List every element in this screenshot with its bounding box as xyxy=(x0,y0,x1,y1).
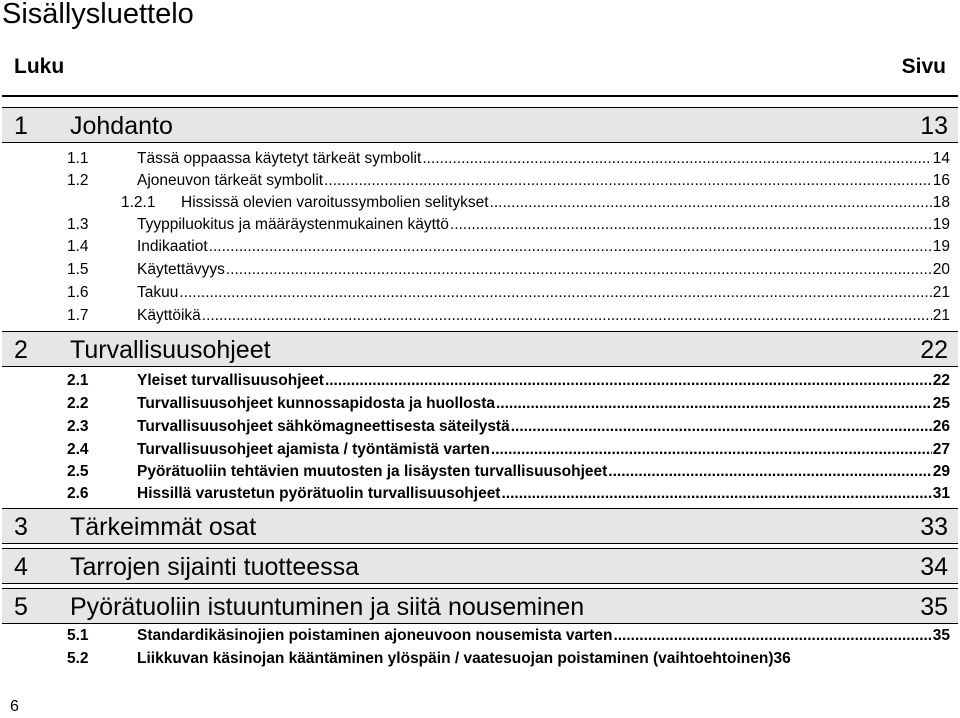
dot-leader xyxy=(501,483,931,504)
entry-page: 16 xyxy=(932,172,950,189)
entry-number: 1.7 xyxy=(67,307,89,324)
entry-title: Standardikäsinojien poistaminen ajoneuvoon nousemista varten xyxy=(137,627,613,644)
entry-number: 1.3 xyxy=(67,216,89,233)
chapter-number: 3 xyxy=(14,513,28,541)
entry-number: 1.2 xyxy=(67,172,89,189)
toc-entry-2-6[interactable] xyxy=(67,483,950,504)
entry-title: Liikkuvan käsinojan kääntäminen ylöspäin / vaatesuojan poistaminen (vaihtoehtoinen) xyxy=(137,650,774,667)
entry-page: 27 xyxy=(932,441,950,458)
entry-title: Hissillä varustetun pyörätuolin turvallisuusohjeet xyxy=(137,485,501,502)
entry-page: 21 xyxy=(932,307,950,324)
entry-number: 1.5 xyxy=(67,261,89,278)
entry-page: 22 xyxy=(932,372,950,389)
chapter-page: 22 xyxy=(920,336,948,364)
entry-title: Takuu xyxy=(137,284,179,301)
chapter-page: 33 xyxy=(920,513,948,541)
dot-leader xyxy=(202,305,932,326)
entry-number: 5.2 xyxy=(67,650,89,667)
entry-title: Hississä olevien varoitussymbolien selitykset xyxy=(181,194,489,211)
toc-entry-5-2[interactable] xyxy=(67,648,954,669)
chapter-title: Tarrojen sijainti tuotteessa xyxy=(70,553,360,581)
entry-number: 2.2 xyxy=(67,395,89,412)
chapter-title: Johdanto xyxy=(70,112,173,140)
chapter-heading-2[interactable] xyxy=(2,331,958,367)
toc-entry-1-3[interactable] xyxy=(67,214,950,235)
entry-number: 2.5 xyxy=(67,463,89,480)
dot-leader xyxy=(422,148,931,169)
toc-entry-2-2[interactable] xyxy=(67,393,950,414)
entry-title: Tässä oppaassa käytetyt tärkeät symbolit xyxy=(137,150,422,167)
toc-entry-2-4[interactable] xyxy=(67,439,950,460)
toc-entry-1-6[interactable] xyxy=(67,282,950,303)
entry-page: 26 xyxy=(932,418,950,435)
entry-title: Yleiset turvallisuusohjeet xyxy=(137,372,324,389)
toc-entry-2-3[interactable] xyxy=(67,416,950,437)
page-number: 6 xyxy=(10,698,19,715)
dot-leader xyxy=(511,416,932,437)
entry-title: Ajoneuvon tärkeät symbolit xyxy=(137,172,324,189)
column-header-chapter: Luku xyxy=(14,55,65,78)
chapter-number: 1 xyxy=(14,112,28,140)
entry-number: 2.4 xyxy=(67,441,89,458)
toc-entry-1-4[interactable] xyxy=(67,236,950,257)
toc-entry-2-1[interactable] xyxy=(67,370,950,391)
toc-entry-1-7[interactable] xyxy=(67,305,950,326)
dot-leader xyxy=(496,393,932,414)
entry-number: 1.4 xyxy=(67,238,89,255)
entry-title: Turvallisuusohjeet kunnossapidosta ja huollosta xyxy=(137,395,495,412)
chapter-page: 13 xyxy=(920,112,948,140)
dot-leader xyxy=(450,214,932,235)
chapter-number: 2 xyxy=(14,336,28,364)
toc-entry-1-2[interactable] xyxy=(67,170,950,191)
entry-number: 2.6 xyxy=(67,485,89,502)
entry-title: Tyyppiluokitus ja määräystenmukainen käyttö xyxy=(137,216,449,233)
entry-page: 20 xyxy=(932,261,950,278)
dot-leader xyxy=(608,461,931,482)
chapter-heading-1[interactable] xyxy=(2,107,958,143)
toc-entry-1-5[interactable] xyxy=(67,259,950,280)
column-header-page: Sivu xyxy=(901,55,946,78)
entry-number: 1.6 xyxy=(67,284,89,301)
toc-entry-2-5[interactable] xyxy=(67,461,950,482)
chapter-page: 35 xyxy=(920,593,948,621)
dot-leader xyxy=(491,439,932,460)
entry-number: 2.1 xyxy=(67,372,89,389)
dot-leader xyxy=(226,259,932,280)
chapter-title: Pyörätuoliin istuuntuminen ja siitä nouseminen xyxy=(70,593,585,621)
chapter-heading-5[interactable] xyxy=(2,588,958,624)
entry-title: Indikaatiot xyxy=(137,238,208,255)
entry-page: 21 xyxy=(932,284,950,301)
chapter-title: Tärkeimmät osat xyxy=(70,513,257,541)
entry-page: 14 xyxy=(932,150,950,167)
entry-title: Turvallisuusohjeet sähkömagneettisesta säteilystä xyxy=(137,418,510,435)
entry-title: Käytettävyys xyxy=(137,261,225,278)
dot-leader xyxy=(325,370,932,391)
entry-number: 1.2.1 xyxy=(121,194,156,211)
chapter-page: 34 xyxy=(920,553,948,581)
dot-leader xyxy=(209,236,932,257)
toc-entry-5-1[interactable] xyxy=(67,625,950,646)
entry-title: Käyttöikä xyxy=(137,307,201,324)
header-divider xyxy=(2,95,958,97)
entry-page: 19 xyxy=(932,216,950,233)
entry-page: 29 xyxy=(932,463,950,480)
entry-page: 25 xyxy=(932,395,950,412)
entry-page: 18 xyxy=(932,194,950,211)
entry-title: Turvallisuusohjeet ajamista / työntämistä varten xyxy=(137,441,490,458)
entry-page: 19 xyxy=(932,238,950,255)
entry-number: 1.1 xyxy=(67,150,89,167)
entry-title: Pyörätuoliin tehtävien muutosten ja lisäysten turvallisuusohjeet xyxy=(137,463,608,480)
entry-page: 31 xyxy=(932,485,950,502)
chapter-heading-4[interactable] xyxy=(2,548,958,584)
toc-entry-1-2-1[interactable] xyxy=(121,192,950,213)
entry-number: 5.1 xyxy=(67,627,89,644)
chapter-heading-3[interactable] xyxy=(2,508,958,544)
entry-page: 35 xyxy=(932,627,950,644)
chapter-number: 5 xyxy=(14,593,28,621)
dot-leader xyxy=(324,170,932,191)
dot-leader xyxy=(490,192,932,213)
entry-number: 2.3 xyxy=(67,418,89,435)
dot-leader xyxy=(613,625,931,646)
chapter-title: Turvallisuusohjeet xyxy=(70,336,271,364)
entry-page: 36 xyxy=(773,650,791,667)
chapter-number: 4 xyxy=(14,553,28,581)
toc-entry-1-1[interactable] xyxy=(67,148,950,169)
dot-leader xyxy=(179,282,931,303)
page-title: Sisällysluettelo xyxy=(2,0,194,30)
